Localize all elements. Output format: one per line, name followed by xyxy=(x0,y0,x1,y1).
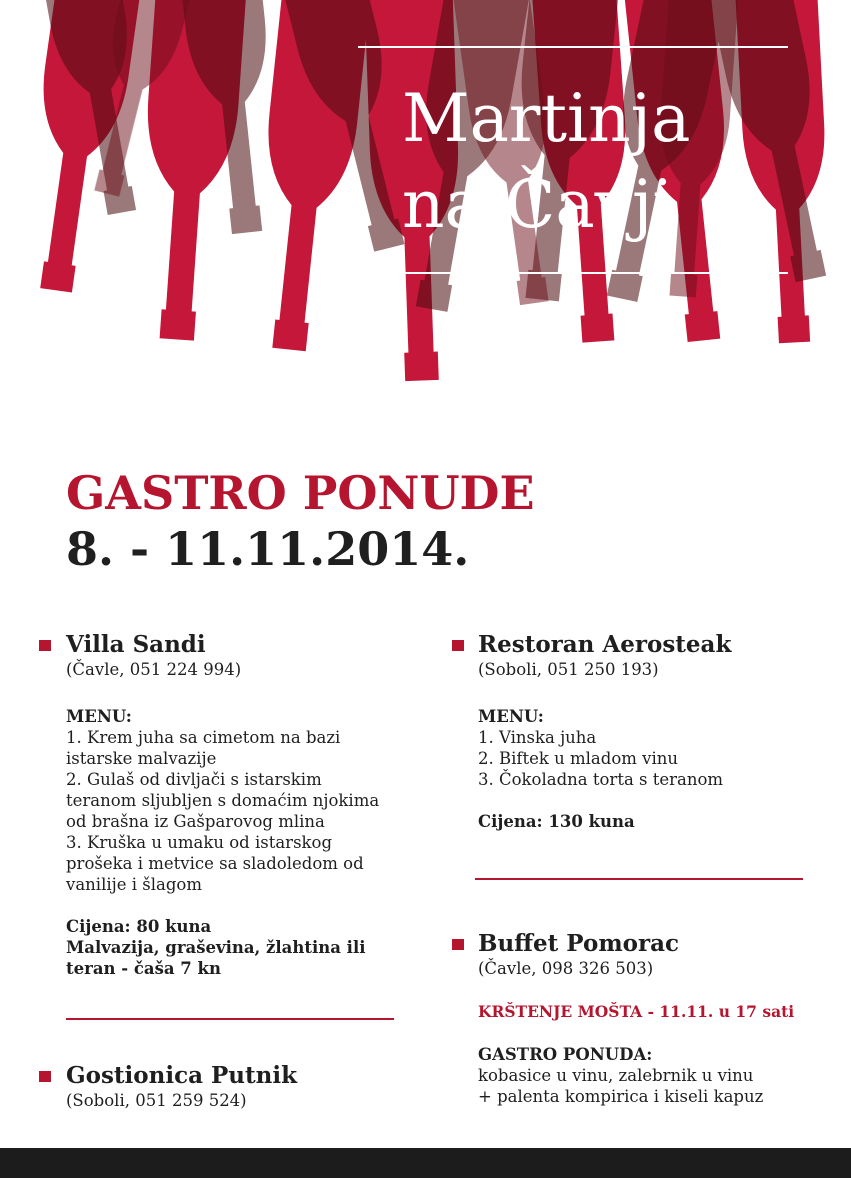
menu-label: MENU: xyxy=(66,707,132,726)
footer-bar xyxy=(0,1148,851,1178)
menu-line: 2. Gulaš od divljači s istarskim xyxy=(66,770,322,789)
venue-name-villa-sandi: Villa Sandi xyxy=(66,631,206,658)
menu-line: 3. Kruška u umaku od istarskog xyxy=(66,833,333,852)
menu-line: 1. Vinska juha xyxy=(478,728,597,747)
bullet-square-icon xyxy=(39,1071,51,1082)
menu-line: teranom sljubljen s domaćim njokima xyxy=(66,791,380,810)
event-krstenje-mosta: KRŠTENJE MOŠTA - 11.11. u 17 sati xyxy=(478,1002,795,1021)
bullet-square-icon xyxy=(39,640,51,651)
offer-buffet-pomorac xyxy=(478,1044,818,1107)
bullet-square-icon xyxy=(452,939,464,950)
menu-line: vanilije i šlagom xyxy=(66,875,202,894)
wine-offer-line: Malvazija, graševina, žlahtina ili xyxy=(66,938,366,957)
page-title-line-2: na Čavji xyxy=(402,166,674,243)
page-title-line-1: Martinja xyxy=(402,80,691,157)
menu-line: 1. Krem juha sa cimetom na bazi xyxy=(66,728,341,747)
venue-contact-villa-sandi: (Čavle, 051 224 994) xyxy=(66,660,242,679)
venue-contact-gostionica-putnik: (Soboli, 051 259 524) xyxy=(66,1091,247,1110)
offer-label: GASTRO PONUDA: xyxy=(478,1045,653,1064)
venue-name-buffet-pomorac: Buffet Pomorac xyxy=(478,930,680,957)
offer-line: kobasice u vinu, zalebrnik u vinu xyxy=(478,1066,754,1085)
gastro-heading: GASTRO PONUDE xyxy=(66,466,535,520)
title-top-rule xyxy=(358,46,788,48)
section-divider xyxy=(475,878,803,880)
menu-line: prošeka i metvice sa sladoledom od xyxy=(66,854,364,873)
menu-restoran-aerosteak xyxy=(478,706,818,832)
section-divider xyxy=(66,1018,394,1020)
price-villa-sandi: Cijena: 80 kuna xyxy=(66,917,212,936)
menu-line: 3. Čokoladna torta s teranom xyxy=(478,770,724,789)
venue-contact-restoran-aerosteak: (Soboli, 051 250 193) xyxy=(478,660,659,679)
wine-offer-line: teran - čaša 7 kn xyxy=(66,959,221,978)
bullet-square-icon xyxy=(452,640,464,651)
menu-villa-sandi xyxy=(66,706,406,979)
title-bottom-rule xyxy=(390,272,788,274)
menu-line: od brašna iz Gašparovog mlina xyxy=(66,812,325,831)
price-restoran-aerosteak: Cijena: 130 kuna xyxy=(478,812,635,831)
menu-label: MENU: xyxy=(478,707,544,726)
menu-line: istarske malvazije xyxy=(66,749,217,768)
event-dates: 8. - 11.11.2014. xyxy=(66,522,470,576)
venue-name-gostionica-putnik: Gostionica Putnik xyxy=(66,1062,298,1089)
venue-name-restoran-aerosteak: Restoran Aerosteak xyxy=(478,631,732,658)
offer-line: + palenta kompirica i kiseli kapuz xyxy=(478,1087,764,1106)
venue-contact-buffet-pomorac: (Čavle, 098 326 503) xyxy=(478,959,654,978)
menu-line: 2. Biftek u mladom vinu xyxy=(478,749,679,768)
